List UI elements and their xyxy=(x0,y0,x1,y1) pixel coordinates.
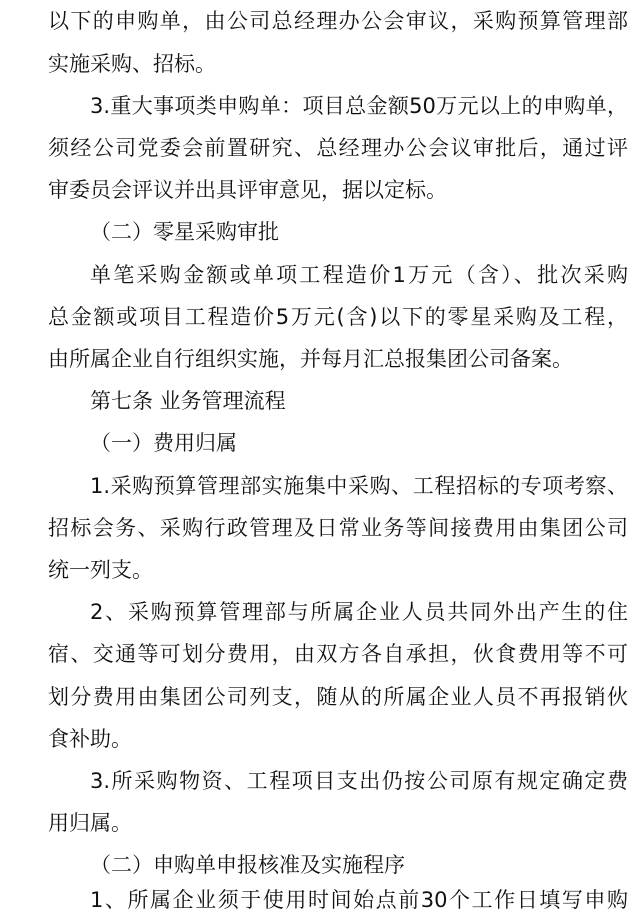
text-line: 3.重大事项类申购单：项目总金额50万元以上的申购单， xyxy=(90,94,628,118)
text-line: 由所属企业自行组织实施，并每月汇总报集团公司备案。 xyxy=(48,347,573,371)
text-line: 食补助。 xyxy=(48,727,132,751)
section-heading: （一）费用归属 xyxy=(90,431,237,455)
text-line: 以下的申购单，由公司总经理办公会审议，采购预算管理部 xyxy=(48,9,628,33)
text-line: 2、采购预算管理部与所属企业人员共同外出产生的住 xyxy=(90,600,628,624)
text-line: 宿、交通等可划分费用，由双方各自承担，伙食费用等不可 xyxy=(48,642,628,666)
text-line: 招标会务、采购行政管理及日常业务等间接费用由集团公司 xyxy=(48,516,628,540)
text-line: 统一列支。 xyxy=(48,558,153,582)
text-line: 总金额或项目工程造价5万元(含)以下的零星采购及工程， xyxy=(48,305,628,329)
text-line: 3.所采购物资、工程项目支出仍按公司原有规定确定费 xyxy=(90,769,628,793)
text-line: 1.采购预算管理部实施集中采购、工程招标的专项考察、 xyxy=(90,474,628,498)
text-line: 用归属。 xyxy=(48,811,132,835)
text-line: 须经公司党委会前置研究、总经理办公会议审批后，通过评 xyxy=(48,136,628,160)
text-line: 划分费用由集团公司列支，随从的所属企业人员不再报销伙 xyxy=(48,685,628,709)
section-heading: （二）零星采购审批 xyxy=(90,220,279,244)
article-heading: 第七条 业务管理流程 xyxy=(90,389,286,413)
section-heading: （二）申购单申报核准及实施程序 xyxy=(90,853,405,877)
text-line: 1、所属企业须于使用时间始点前30个工作日填写申购 xyxy=(90,888,628,912)
text-line: 单笔采购金额或单项工程造价1万元（含）、批次采购 xyxy=(90,263,628,287)
text-line: 实施采购、招标。 xyxy=(48,52,216,76)
text-line: 审委员会评议并出具评审意见，据以定标。 xyxy=(48,178,447,202)
